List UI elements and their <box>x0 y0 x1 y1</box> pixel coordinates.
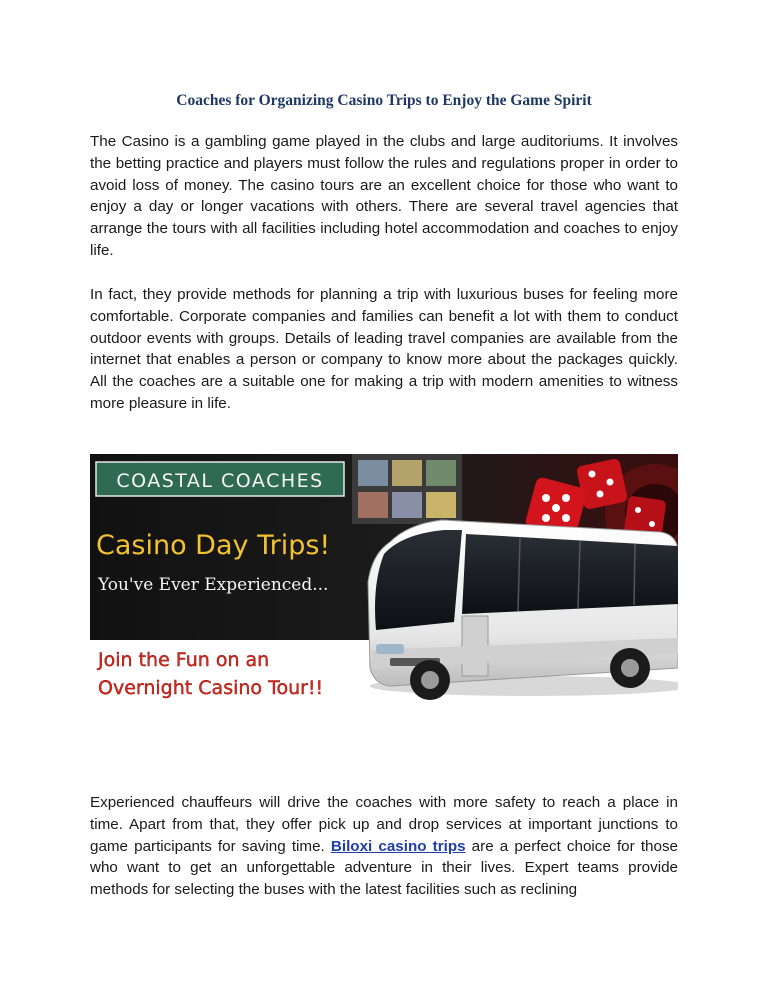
document-title: Coaches for Organizing Casino Trips to Enjoy the Game Spirit <box>176 92 592 109</box>
banner-promo-line-1: Join the Fun on an <box>98 649 270 671</box>
paragraph-3 <box>90 792 678 901</box>
banner-subline: You've Ever Experienced... <box>98 575 329 595</box>
banner-promo-line-2: Overnight Casino Tour!! <box>98 677 324 699</box>
biloxi-casino-trips-link[interactable]: Biloxi casino trips <box>330 837 466 855</box>
paragraph-3-text-start: Experienced chauffeurs will drive the coaches with more safety to reach a place in time. Apart from that, they offer pick up and drop services at important junctions to game participants for saving time. <box>90 794 678 855</box>
paragraph-2: In fact, they provide methods for planning a trip with luxurious buses for feeling more comfortable. Corporate companies and families can benefit a lot with them to conduct outdoor events with groups. Details of leading travel companies are available from the internet that enables a person or company to know more about the packages quickly. All the coaches are a suitable one for making a trip with modern amenities to witness more pleasure in life. <box>90 286 678 412</box>
brand-logo-text: COASTAL COACHES <box>116 470 324 492</box>
slot-machine-decoration <box>352 454 462 524</box>
paragraph-3-text-end: are a perfect choice for those who want to get an unforgettable adventure in their lives. Expert teams provide methods for selecting the buses with the latest facilities such as reclining <box>90 837 678 899</box>
casino-tour-banner <box>90 454 678 716</box>
paragraph-1: The Casino is a gambling game played in the clubs and large auditoriums. It involves the betting practice and players must follow the rules and regulations proper in order to avoid loss of money. The casino tours are an excellent choice for those who want to enjoy a day or longer vacations with others. There are several travel agencies that arrange the tours with all facilities including hotel accommodation and coaches to enjoy life. <box>90 133 678 259</box>
coach-bus-image <box>368 520 678 700</box>
banner-image <box>90 454 678 716</box>
banner-headline: Casino Day Trips! <box>96 530 331 561</box>
